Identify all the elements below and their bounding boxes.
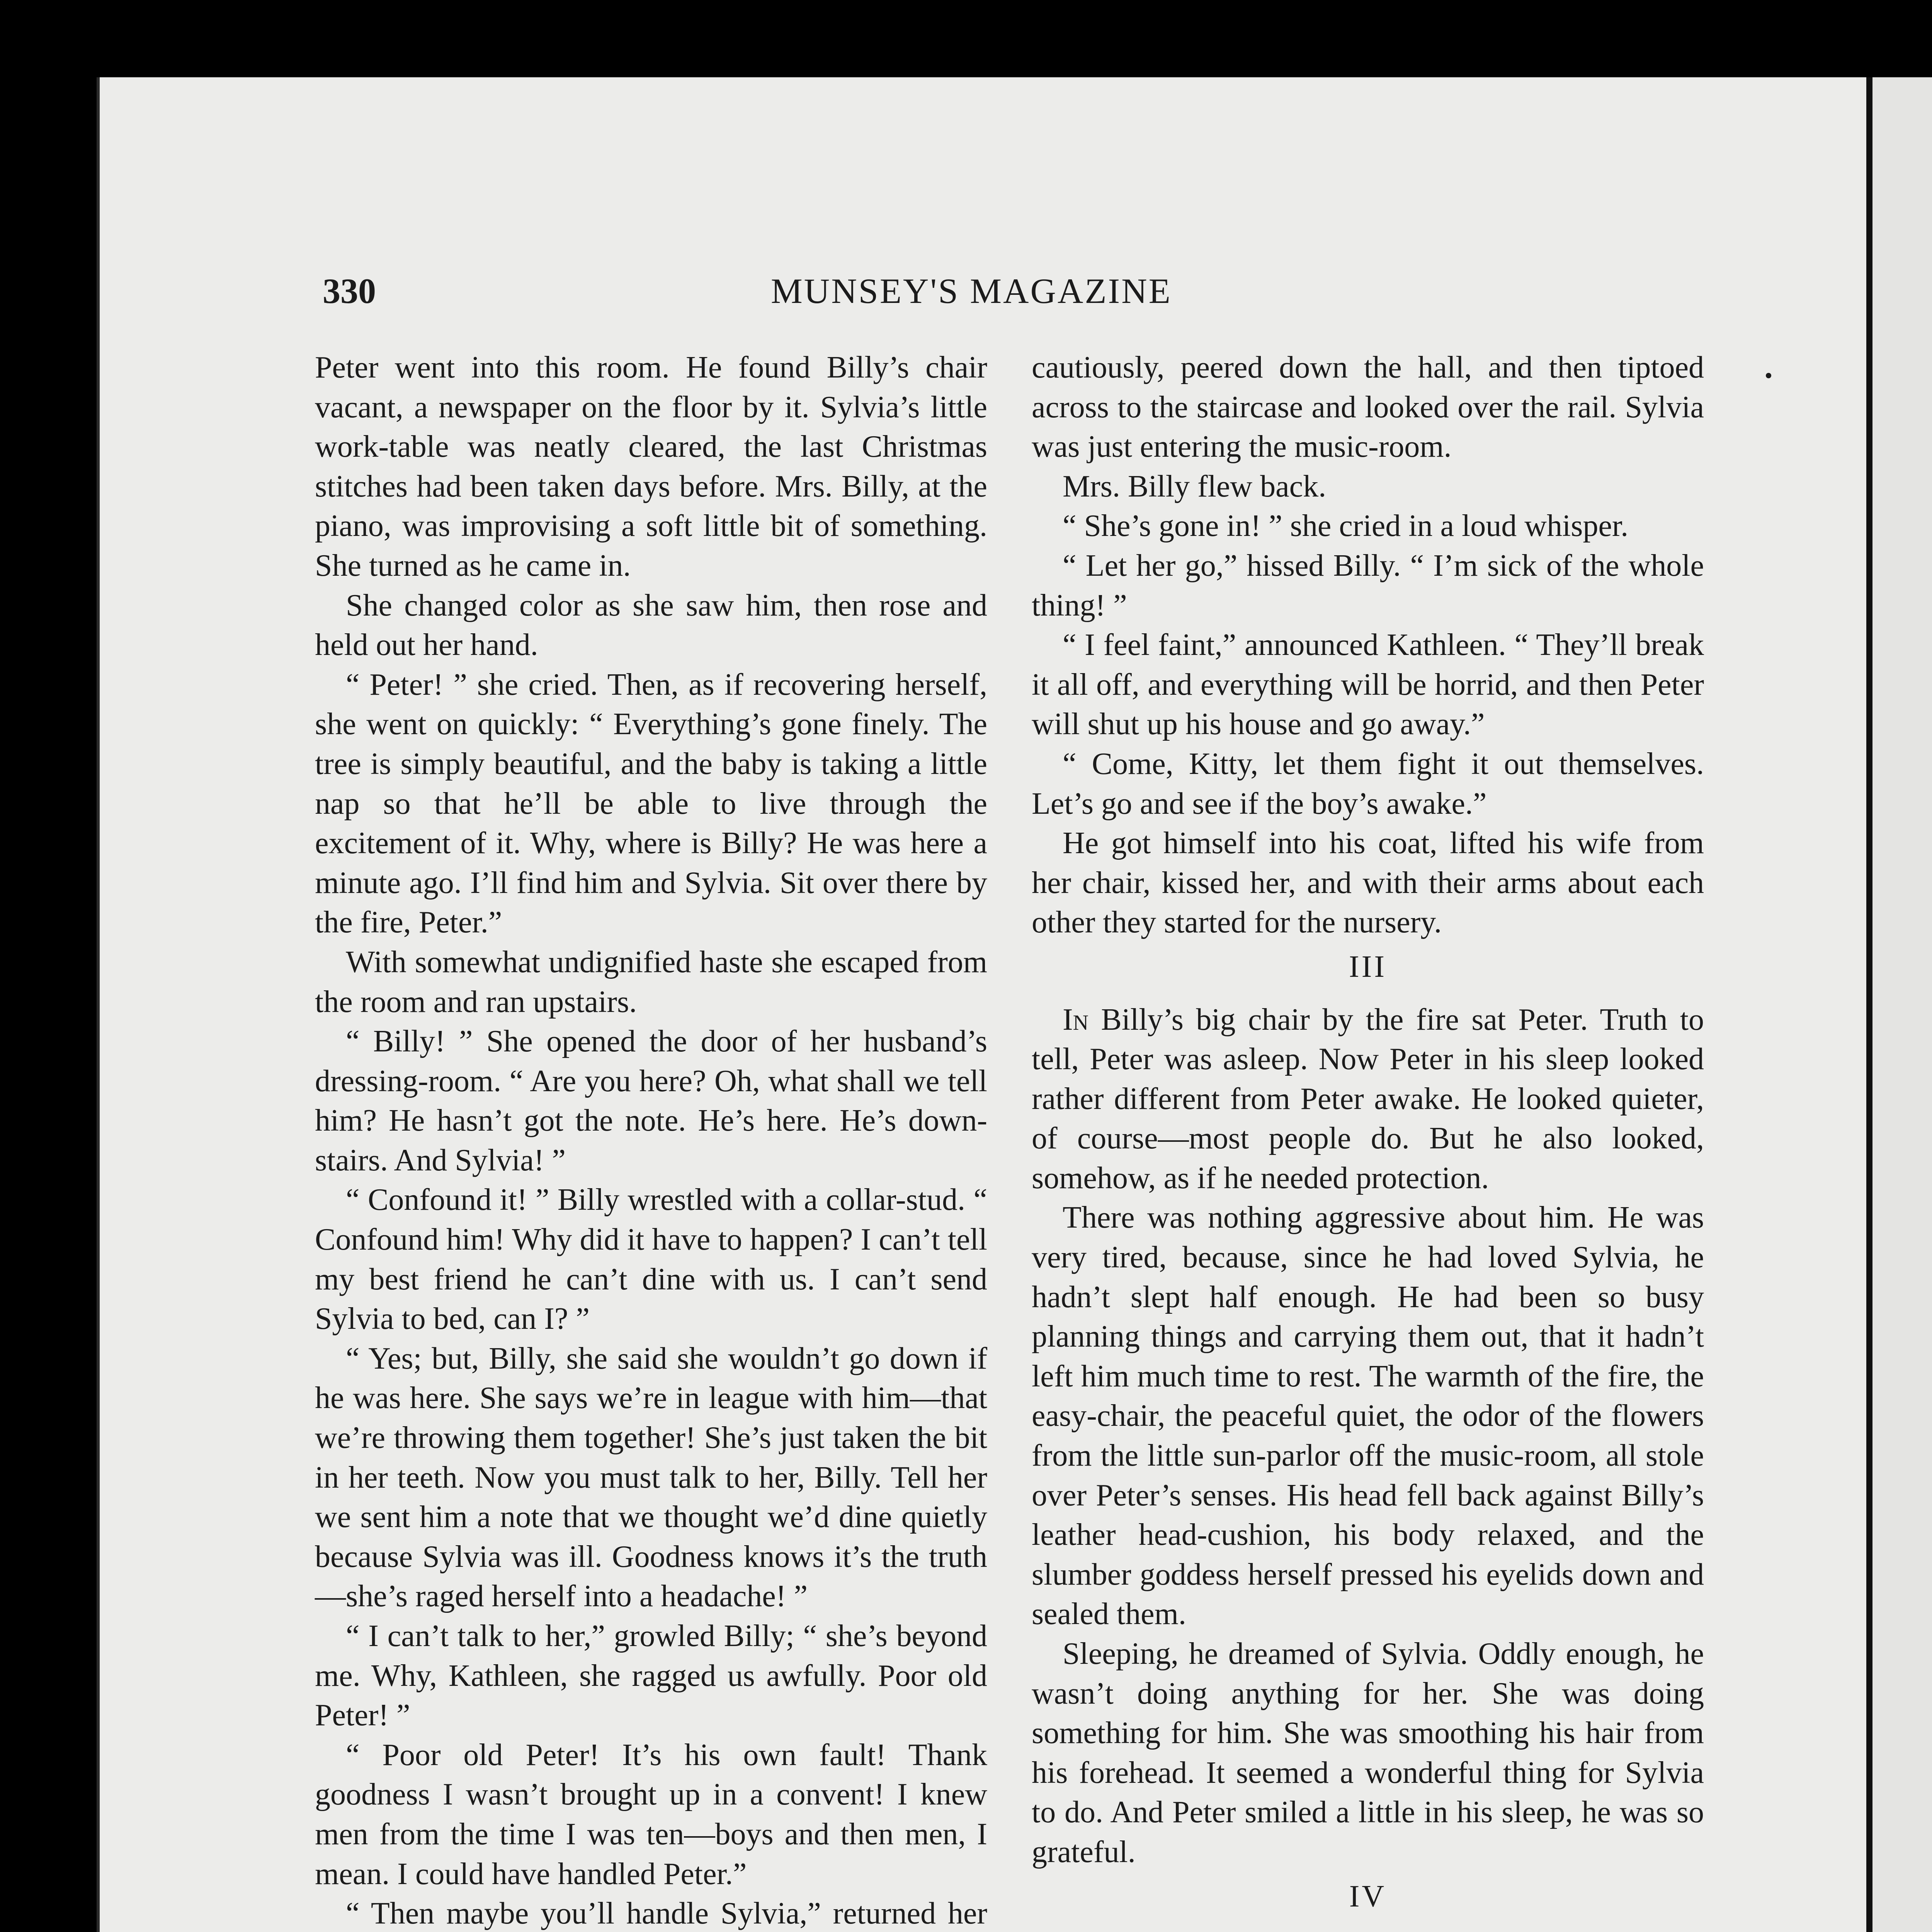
paragraph: “ Then maybe you’ll handle Sylvia,” returned her <box>346 1896 987 1931</box>
page-header <box>323 270 1702 317</box>
paragraph: “ I feel faint,” announced Kathleen. “ They’ll break it all off, and everything will be horrid, and then Peter will shut up his house and go away.” <box>1032 628 1704 742</box>
page-number: 330 <box>323 271 376 311</box>
paragraph: “ Yes; but, Billy, she said she wouldn’t go down if he was here. She says we’re in league with him—that we’re throwing them together! She’s just taken the bit in her teeth. Now you must talk to her, Billy. Tell her we sent him a note that we thought we’d dine quietly because Sylvia was ill. Goodness knows it’s the truth—she’s raged herself into a headache! ” <box>315 1341 987 1614</box>
paragraph: “ Come, Kitty, let them fight it out themselves. Let’s go and see if the boy’s awake.” <box>1032 747 1704 821</box>
paragraph: There was nothing aggressive about him. He was very tired, because, since he had loved Sylvia, he hadn’t slept half enough. He had been so busy planning things and carrying them out, that it hadn’t left him much time to rest. The warmth of the fire, the easy-chair, the peaceful quiet, the odor of the flowers from the little sun-parlor off the music-room, all stole over Peter’s senses. His head fell back against Billy’s leather head-cushion, his body relaxed, and the slumber goddess herself pressed his eyelids down and sealed them. <box>1032 1201 1704 1631</box>
paragraph: “ She’s gone in! ” she cried in a loud whisper. <box>1063 509 1629 543</box>
running-head: MUNSEY'S MAGAZINE <box>771 271 1172 311</box>
paragraph: Peter went into this room. He found Billy’s chair vacant, a newspaper on the floor by it. Sylvia’s little work-table was neatly cleared, the last Christmas stitches had been taken days before. Mrs. Billy, at the piano, was improvising a soft little bit of something. She turned as he came in. <box>315 350 987 583</box>
drop-lead-word: In <box>1063 1002 1089 1037</box>
ink-speck <box>1766 373 1771 378</box>
paragraph: “ Poor old Peter! It’s his own fault! Thank goodness I wasn’t brought up in a convent! I knew men from the time I was ten—boys and then men, I mean. I could have handled Peter.” <box>315 1738 987 1891</box>
paragraph: “ Let her go,” hissed Billy. “ I’m sick of the whole thing! ” <box>1032 548 1704 622</box>
paragraph: “ Confound it! ” Billy wrestled with a collar-stud. “ Confound him! Why did it have to happen? I can’t tell my best friend he can’t dine with us. I can’t send Sylvia to bed, can I? ” <box>315 1183 987 1336</box>
left-column <box>315 348 987 1932</box>
paragraph: “ I can’t talk to her,” growled Billy; “ she’s beyond me. Why, Kathleen, she ragged us awfully. Poor old Peter! ” <box>315 1619 987 1733</box>
paragraph-text: Billy’s big chair by the fire sat Peter. Truth to tell, Peter was asleep. Now Peter in his sleep looked rather different from Peter awake. He looked quieter, of course—most people do. But he also looked, somehow, as if he needed protection. <box>1032 1002 1704 1195</box>
paragraph: cautiously, peered down the hall, and then tiptoed across to the staircase and looked over the rail. Sylvia was just entering the music-room. <box>1032 350 1704 464</box>
paragraph: “ Billy! ” She opened the door of her husband’s dressing-room. “ Are you here? Oh, what shall we tell him? He hasn’t got the note. He’s here. He’s down-stairs. And Sylvia! ” <box>315 1024 987 1177</box>
section-heading-iv: IV <box>1349 1879 1387 1913</box>
paragraph: She changed color as she saw him, then rose and held out her hand. <box>315 588 987 662</box>
section-opening-paragraph <box>1032 1000 1704 1198</box>
section-heading-iii: III <box>1349 949 1387 984</box>
paragraph: With somewhat undignified haste she escaped from the room and ran upstairs. <box>315 945 987 1019</box>
paragraph: He got himself into his coat, lifted his wife from her chair, kissed her, and with their arms about each other they started for the nursery. <box>1032 826 1704 940</box>
paragraph: “ Peter! ” she cried. Then, as if recovering herself, she went on quickly: “ Everything’s gone finely. The tree is simply beautiful, and the baby is taking a little nap so that he’ll be able to live through the excitement of it. Why, where is Billy? He was here a minute ago. I’ll find him and Sylvia. Sit over there by the fire, Peter.” <box>315 667 987 940</box>
adjacent-page-edge <box>1866 77 1932 1932</box>
section-opening-paragraph <box>1032 1929 1704 1932</box>
paragraph: Mrs. Billy flew back. <box>1063 469 1327 503</box>
paragraph: Sleeping, he dreamed of Sylvia. Oddly enough, he wasn’t doing anything for her. She was doing something for him. She was smoothing his hair from his forehead. It seemed a wonderful thing for Sylvia to do. And Peter smiled a little in his sleep, he was so grateful. <box>1032 1637 1704 1869</box>
right-column <box>1032 348 1704 1932</box>
